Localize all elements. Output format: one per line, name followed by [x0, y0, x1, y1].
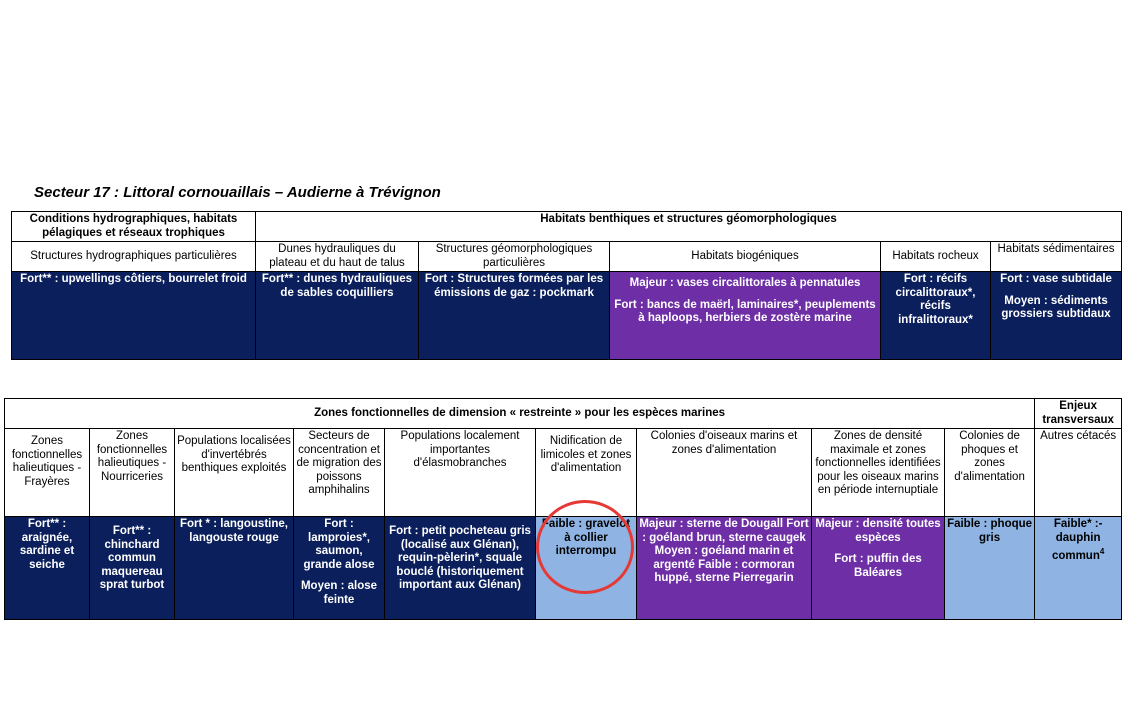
cell-struct-hydro: Fort** : upwellings côtiers, bourrelet froid	[12, 272, 256, 360]
header-nurseries: Zones fonctionnelles halieutiques - Nourriceries	[90, 429, 175, 517]
cell-elasmobranchs: Fort : petit pocheteau gris (localisé aux Glénan), requin-pèlerin*, squale bouclé (historiquement important aux Glénan)	[385, 517, 536, 620]
header-dunes: Dunes hydrauliques du plateau et du haut de talus	[256, 242, 419, 272]
header-struct-hydro: Structures hydrographiques particulières	[12, 242, 256, 272]
amphihaline-medium: Moyen : alose feinte	[300, 580, 378, 606]
cell-invertebrates: Fort * : langoustine, langouste rouge	[175, 517, 294, 620]
benthic-habitats-table	[11, 211, 1122, 360]
cetaceans-text: Faible* :- dauphin commun	[1051, 518, 1103, 562]
header-waders: Nidification de limicoles et zones d'alimentation	[536, 429, 637, 517]
sector-title: Secteur 17 : Littoral cornouaillais – Audierne à Trévignon	[34, 184, 441, 201]
header-elasmobranchs: Populations localement importantes d'élasmobranches	[385, 429, 536, 517]
group-header-zones: Zones fonctionnelles de dimension « restreinte » pour les espèces marines	[5, 399, 1035, 429]
cell-biogenic	[610, 272, 881, 360]
header-seabird-colonies: Colonies d'oiseaux marins et zones d'alimentation	[637, 429, 812, 517]
cell-waders: Faible : gravelot à collier interrompu	[536, 517, 637, 620]
seabird-density-major: Majeur : densité toutes espèces	[815, 518, 941, 544]
amphihaline-strong: Fort : lamproies*, saumon, grande alose	[303, 518, 375, 571]
header-seabird-density: Zones de densité maximale et zones fonctionnelles identifiées pour les oiseaux marins en période internuptiale	[812, 429, 945, 517]
header-struct-geo: Structures géomorphologiques particulières	[419, 242, 610, 272]
cell-seabird-density	[812, 517, 945, 620]
sediment-strong: Fort : vase subtidale	[1000, 273, 1112, 285]
biogenic-strong: Fort : bancs de maërl, laminaires*, peuplements à haploops, herbiers de zostère marine	[614, 298, 876, 324]
header-spawning: Zones fonctionnelles halieutiques - Frayères	[5, 429, 90, 517]
cell-nurseries: Fort** : chinchard commun maquereau sprat turbot	[90, 517, 175, 620]
cell-struct-geo: Fort : Structures formées par les émissions de gaz : pockmark	[419, 272, 610, 360]
cell-seabird-colonies: Majeur : sterne de Dougall Fort : goéland brun, sterne caugek Moyen : goéland marin et argenté Faible : cormoran huppé, sterne Pierregarin	[637, 517, 812, 620]
seabird-density-strong: Fort : puffin des Baléares	[834, 553, 922, 579]
header-biogenic: Habitats biogéniques	[610, 242, 881, 272]
header-cetaceans: Autres cétacés	[1035, 429, 1122, 517]
group-header-hydro: Conditions hydrographiques, habitats pélagiques et réseaux trophiques	[12, 212, 256, 242]
header-amphihaline: Secteurs de concentration et de migration des poissons amphihalins	[294, 429, 385, 517]
cell-amphihaline	[294, 517, 385, 620]
highlight-circle	[536, 500, 634, 594]
biogenic-major: Majeur : vases circalittorales à pennatules	[629, 277, 861, 289]
header-invertebrates: Populations localisées d'invertébrés benthiques exploités	[175, 429, 294, 517]
header-rocky: Habitats rocheux	[881, 242, 991, 272]
cell-rocky: Fort : récifs circalittoraux*, récifs infralittoraux*	[881, 272, 991, 360]
cell-dunes: Fort** : dunes hydrauliques de sables coquilliers	[256, 272, 419, 360]
group-header-benthic: Habitats benthiques et structures géomorphologiques	[256, 212, 1122, 242]
header-seal-colonies: Colonies de phoques et zones d'alimentation	[945, 429, 1035, 517]
cetaceans-footnote: 4	[1099, 547, 1105, 556]
cell-seal-colonies: Faible : phoque gris	[945, 517, 1035, 620]
cell-spawning: Fort** : araignée, sardine et seiche	[5, 517, 90, 620]
header-sediment: Habitats sédimentaires	[991, 242, 1122, 272]
cell-sediment	[991, 272, 1122, 360]
group-header-transversal: Enjeux transversaux	[1035, 399, 1122, 429]
sediment-medium: Moyen : sédiments grossiers subtidaux	[1001, 294, 1111, 320]
cell-cetaceans	[1035, 517, 1122, 620]
